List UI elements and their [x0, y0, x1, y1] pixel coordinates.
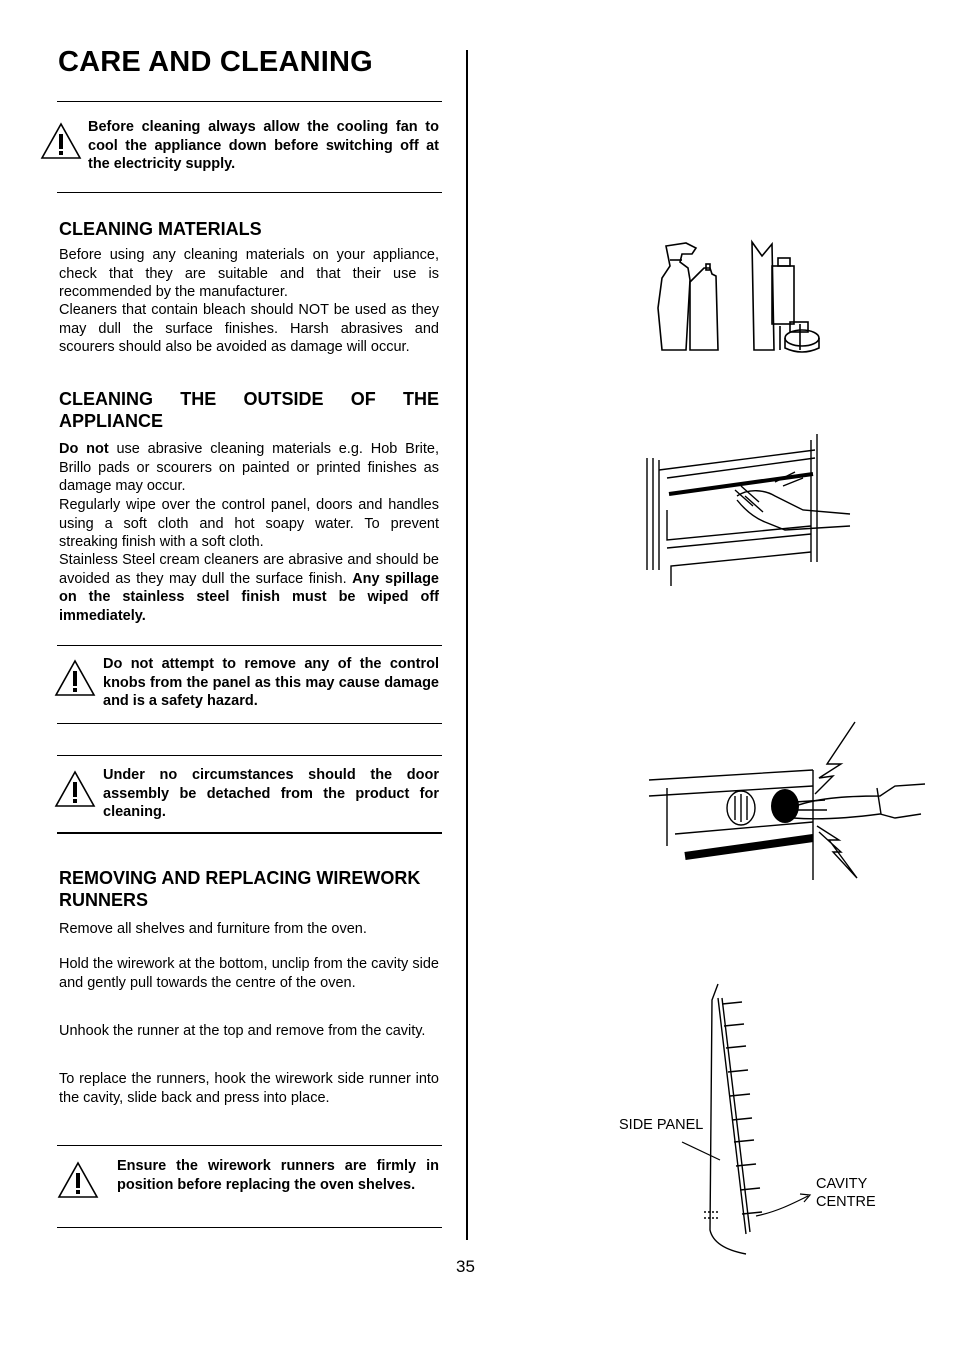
cavity-label: CAVITY — [816, 1176, 868, 1192]
paragraph: Before using any cleaning materials on your appliance, check that they are suitable and that their use is recommended by the manufacturer. — [59, 247, 439, 300]
warning-text: Ensure the wirework runners are firmly in position before replacing the oven shelves. — [117, 1158, 439, 1193]
paragraph-text: use abrasive cleaning materials e.g. Hob Brite, Brillo pads or scourers on painted or printed finishes as damage may occur. — [59, 441, 439, 494]
paragraph: Unhook the runner at the top and remove from the cavity. — [59, 1023, 426, 1039]
leader-lines — [680, 1138, 820, 1228]
section-heading-cleaning-outside: CLEANING THE OUTSIDE OF THE APPLIANCE — [59, 389, 439, 431]
paragraph: Hold the wirework at the bottom, unclip from the cavity side and gently pull towards the centre of the oven. — [59, 956, 439, 991]
warning-text: Do not attempt to remove any of the control knobs from the panel as this may cause damage and is a safety hazard. — [103, 656, 439, 709]
emphasis: Do not — [59, 441, 109, 457]
divider — [57, 192, 442, 193]
warning-door-assembly — [54, 766, 454, 826]
page-title: CARE AND CLEANING — [58, 46, 373, 78]
paragraph: To replace the runners, hook the wirework side runner into the cavity, slide back and press into place. — [59, 1071, 439, 1106]
page-number: 35 — [456, 1257, 475, 1276]
paragraph-text: Stainless Steel cream cleaners are abrasive and should be avoided as they may dull the surface finish. — [59, 552, 439, 587]
column-divider — [466, 50, 468, 1240]
divider — [57, 723, 442, 724]
warning-triangle-icon — [57, 1161, 99, 1199]
divider — [57, 1145, 442, 1146]
paragraph: Cleaners that contain bleach should NOT be used as they may dull the surface finishes. Harsh abrasives and scourers should also be avoided as damage will occur. — [59, 302, 439, 355]
paragraph — [59, 551, 439, 625]
divider — [57, 1227, 442, 1228]
warning-text: Before cleaning always allow the cooling fan to cool the appliance down before switching off at the electricity supply. — [88, 119, 439, 172]
warning-text: Under no circumstances should the door assembly be detached from the product for cleaning. — [103, 767, 439, 820]
cleaning-products-illustration — [652, 238, 827, 358]
paragraph — [59, 440, 439, 496]
warning-runners-firmly — [57, 1157, 457, 1217]
divider — [57, 645, 442, 646]
warning-triangle-icon — [40, 122, 82, 160]
divider — [57, 755, 442, 756]
paragraph: Remove all shelves and furniture from the oven. — [59, 921, 367, 937]
section-heading-cleaning-materials: CLEANING MATERIALS — [59, 219, 262, 239]
warning-cooling-fan — [40, 118, 440, 178]
wiping-control-panel-illustration — [645, 430, 855, 590]
section-heading-wirework-runners: REMOVING AND REPLACING WIREWORK RUNNERS — [59, 868, 421, 910]
divider — [57, 101, 442, 102]
divider — [57, 832, 442, 834]
emphasis: Any spillage on the stainless steel finish must be wiped off immediately. — [59, 570, 439, 624]
centre-label: CENTRE — [816, 1194, 876, 1210]
control-knob-warning-illustration — [645, 718, 925, 888]
paragraph: Regularly wipe over the control panel, doors and handles using a soft cloth and hot soapy water. To prevent streaking finish with a soft cloth. — [59, 497, 439, 550]
warning-triangle-icon — [54, 770, 96, 808]
warning-control-knobs — [54, 655, 454, 715]
side-panel-label: SIDE PANEL — [619, 1117, 704, 1133]
warning-triangle-icon — [54, 659, 96, 697]
